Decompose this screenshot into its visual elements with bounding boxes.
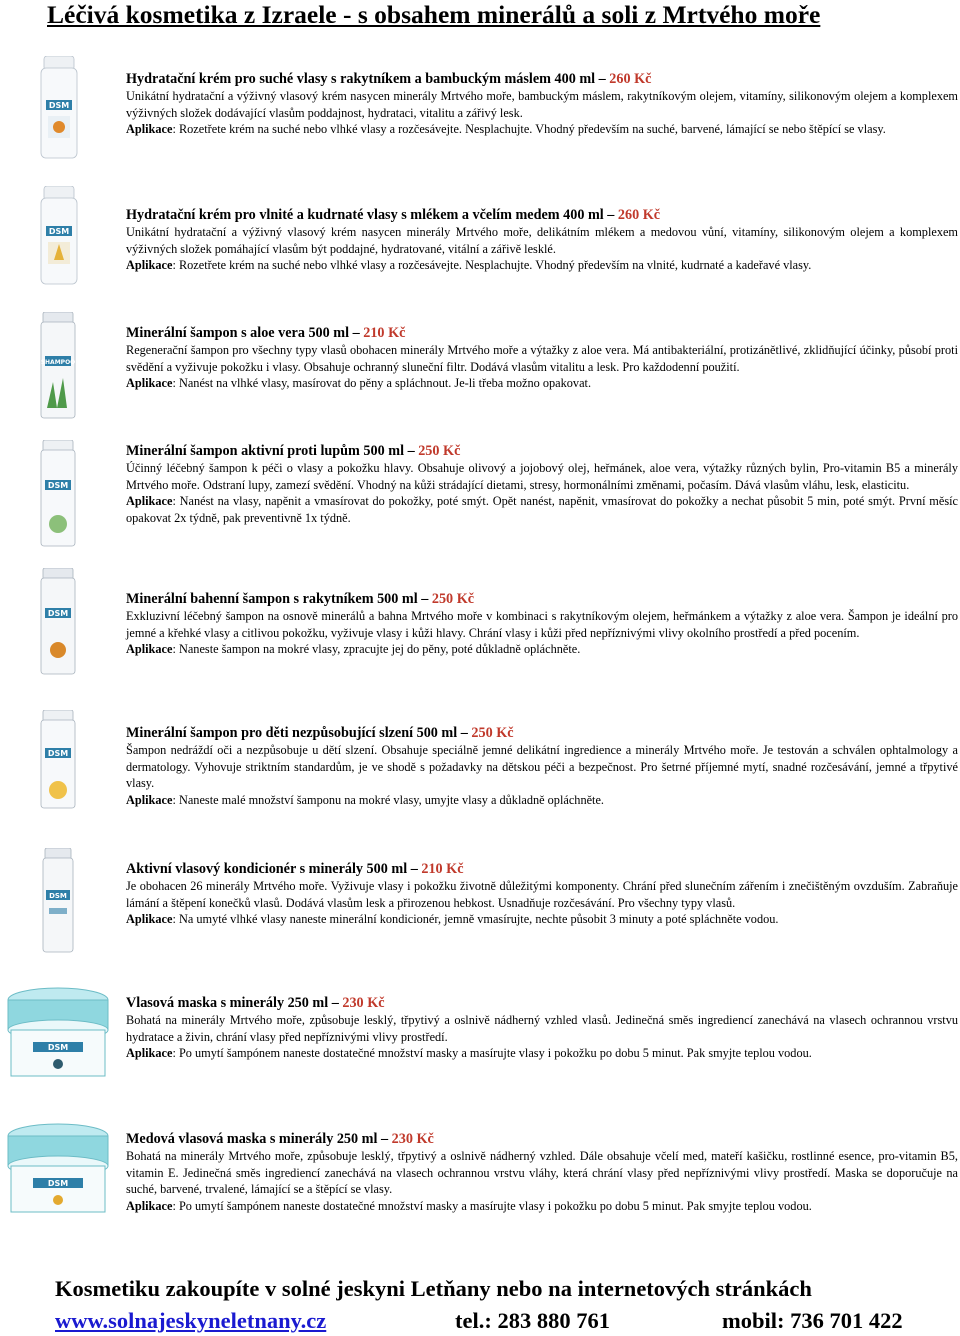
footer-purchase-info: Kosmetiku zakoupíte v solné jeskyni Letňany nebo na internetových stránkách [55,1276,812,1301]
product-price: 230 Kč [342,995,385,1011]
product-description: Bohatá na minerály Mrtvého moře, způsobuje lesklý, třpytivý a oslnivě nádherný vzhled vlasů. Jedinečná směs ingrediencí zanechává na vlasech ochrannou vrstvu hydratace a živin, chrání vlasy před nepříznivými vlivy prostředí. [126,1013,958,1044]
product-application: Aplikace: Na umyté vlhké vlasy naneste minerální kondicionér, jemně vmasírujte, nechte působit 3 minuty a poté spláchněte vodou. [126,912,779,926]
application-label: Aplikace [126,122,173,136]
product-description: Exkluzivní léčebný šampon na osnově minerálů a bahna Mrtvého moře v kombinaci s rakytníkovým olejem, heřmánkem a výtažky z aloe vera. Šampon je ideální pro jemné a křehké vlasy a citlivou pokožku, vyživuje vlasy i kůži hlavy. Chrání vlasy i kůži před nepříznivými vlivy okolního prostředí a před pocením. [126,609,958,640]
svg-text:DSM: DSM [48,101,70,110]
product-price: 260 Kč [609,71,652,87]
product-description: Šampon nedráždí oči a nezpůsobuje u dětí slzení. Obsahuje speciálně jemné delikátní ingredience a minerály Mrtvého moře. Je testován a schválen ophtalmology a dermatology. Vyhovuje striktním standardům, je ve shodě s požadavky na dětskou péči a bezpečnost. Pro šetrné příjemné mytí, snadné rozčesávání, jemné a třpytivé vlasy. [126,743,958,790]
product-bottle-image [39,568,77,676]
product-price: 260 Kč [617,207,661,223]
product-title: Minerální šampon pro děti nezpůsobující slzení 500 ml [126,725,458,741]
product-application: Aplikace: Naneste malé množství šamponu na mokré vlasy, umyjte vlasy a důkladně opláchněte. [126,792,604,807]
product-bottle-image [39,710,77,810]
product-title: Medová vlasová maska s minerály 250 ml [126,1131,378,1147]
svg-text:SHAMPOO: SHAMPOO [40,359,76,366]
product-price: 250 Kč [431,591,475,607]
product-application: Aplikace: Po umytí šampónem naneste dostatečné množství masky a masírujte vlasy i pokožku po dobu 5 minut. Pak smyjte teplou vodou. [126,1198,812,1213]
product-bottle-image [39,312,77,420]
product-description: Unikátní hydratační a výživný vlasový krém nasycen minerály Mrtvého moře, bambuckým máslem, rakytníkovým olejem, vitamíny, silikonovým olejem a komplexem výživných složek dodávající vlasům poddajnost, hydrataci, vitalitu a zářivý lesk. [126,89,958,120]
product-title: Minerální šampon aktivní proti lupům 500 ml [126,443,405,459]
svg-text:DSM: DSM [47,749,69,758]
product-description: Je obohacen 26 minerály Mrtvého moře. Vyživuje vlasy i pokožku životně důležitými komponenty. Chrání před slunečním zářením i znečištěným ovzduším. Zabraňuje lámání a štěpení konečků vlasů. Dodává vlasům lesk a přirozenou hebkost. Usnadňuje rozčesávání. Pro všechny typy vlasů. [126,879,958,910]
svg-text:DSM: DSM [47,481,69,490]
product-description: Účinný léčebný šampon k péči o vlasy a pokožku hlavy. Obsahuje olivový a jojobový olej, heřmánek, aloe vera, výtažky různých bylin, Pro-vitamin B5 a minerály Mrtvého moře. Odstraní lupy, zamezí svědění. Vhodný na kůži strádající dietami, stresy, hormonálními změnami, počasím. Dává vlasům vláhu, lesk, elasticitu. [126,461,958,492]
product-price: 210 Kč [421,861,464,877]
product-bottle-image [38,56,80,160]
application-label: Aplikace [126,912,173,926]
product-application: Aplikace: Nanést na vlhké vlasy, masírovat do pěny a spláchnout. Je-li třeba možno opakovat. [126,376,592,390]
product-application: Aplikace: Rozetřete krém na suché nebo vlhké vlasy a rozčesávejte. Nesplachujte. Vhodný především na vlnité, kudrnaté a kadeřavé vlasy. [126,258,812,272]
svg-text:DSM: DSM [48,227,70,236]
svg-text:DSM: DSM [49,892,67,900]
svg-text:DSM: DSM [47,1179,69,1188]
footer-phone: tel.: 283 880 761 [455,1308,610,1333]
product-description: Unikátní hydratační a výživný vlasový krém nasycen minerály Mrtvého moře, delikátním mlékem a medovou vůní, vitamíny, silikonovým olejem a komplexem výživných složek pomáhající vlasům být poddajné, hydratované, vitální a zářivě lesklé. [126,225,958,256]
product-title: Hydratační krém pro suché vlasy s rakytníkem a bambuckým máslem 400 ml [126,71,596,87]
product-application: Aplikace: Rozetřete krém na suché nebo vlhké vlasy a rozčesávejte. Nesplachujte. Vhodný především na suché, barvené, lámající se nebo štěpící se vlasy. [126,122,886,136]
product-application: Aplikace: Po umytí šampónem naneste dostatečné množství masky a masírujte vlasy i pokožku po dobu 5 minut. Pak smyjte teplou vodou. [126,1046,812,1060]
svg-text:DSM: DSM [47,609,69,618]
product-bottle-image [39,440,77,548]
product-application: Aplikace: Naneste šampon na mokré vlasy, zpracujte jej do pěny, poté důkladně opláchněte. [126,642,581,656]
product-title: Hydratační krém pro vlnité a kudrnaté vlasy s mlékem a včelím medem 400 ml [126,207,604,223]
product-jar-image [3,984,113,1086]
product-price: 210 Kč [363,325,406,341]
product-price: 250 Kč [471,725,514,741]
application-label: Aplikace [126,258,173,272]
page-title: Léčivá kosmetika z Izraele - s obsahem minerálů a soli z Mrtvého moře [47,0,821,29]
product-price: 250 Kč [418,443,461,459]
product-bottle-image [38,186,80,286]
application-label: Aplikace [126,642,173,656]
product-application: Aplikace: Nanést na vlasy, napěnit a vmasírovat do pokožky, poté smýt. Opět nanést, napěnit, vmasírovat do pokožky a nechat působit 5 min, poté smýt. První měsíc opakovat 2x týdně, pak preventivně 1x týdně. [126,494,958,525]
application-label: Aplikace [126,1198,173,1213]
product-bottle-image [41,848,75,954]
product-title: Minerální šampon s aloe vera 500 ml [126,325,350,341]
svg-text:DSM: DSM [47,1043,69,1052]
product-jar-image [3,1120,113,1222]
footer-mobile: mobil: 736 701 422 [722,1308,903,1333]
product-price: 230 Kč [391,1131,434,1147]
product-title: Aktivní vlasový kondicionér s minerály 500 ml [126,861,408,877]
website-link[interactable]: www.solnajeskyneletnany.cz [55,1308,327,1333]
application-label: Aplikace [126,494,173,508]
product-description: Bohatá na minerály Mrtvého moře, způsobuje lesklý, třpytivý a oslnivě nádherný vzhled. Dále obsahuje včelí med, mateří kašičku, rostlinné esence, pro-vitamin B5, vitamin E. Jedinečná směs ingrediencí zanechává na vlasech ochrannou vrstvu vláhy, která chrání vlasy před nepříznivými vlivy prostředí. Maska se doporučuje na suché, barvené, trvalené, lámající se a štěpící se vlasy. [126,1149,958,1196]
application-label: Aplikace [126,792,173,807]
application-label: Aplikace [126,1046,173,1060]
product-title: Minerální bahenní šampon s rakytníkem 500 ml [126,591,418,607]
product-title: Vlasová maska s minerály 250 ml [126,995,329,1011]
product-description: Regenerační šampon pro všechny typy vlasů obohacen minerály Mrtvého moře a výtažky z aloe vera. Má antibakteriální, protizánětlivé, zklidňující účinky, působí proti svědění a vyživuje pokožku i vlasy. Obsahuje ochranný sluneční filtr. Dodává vlasům vitalitu a lesk. Pro každodenní použití. [126,343,958,374]
application-label: Aplikace [126,376,173,390]
